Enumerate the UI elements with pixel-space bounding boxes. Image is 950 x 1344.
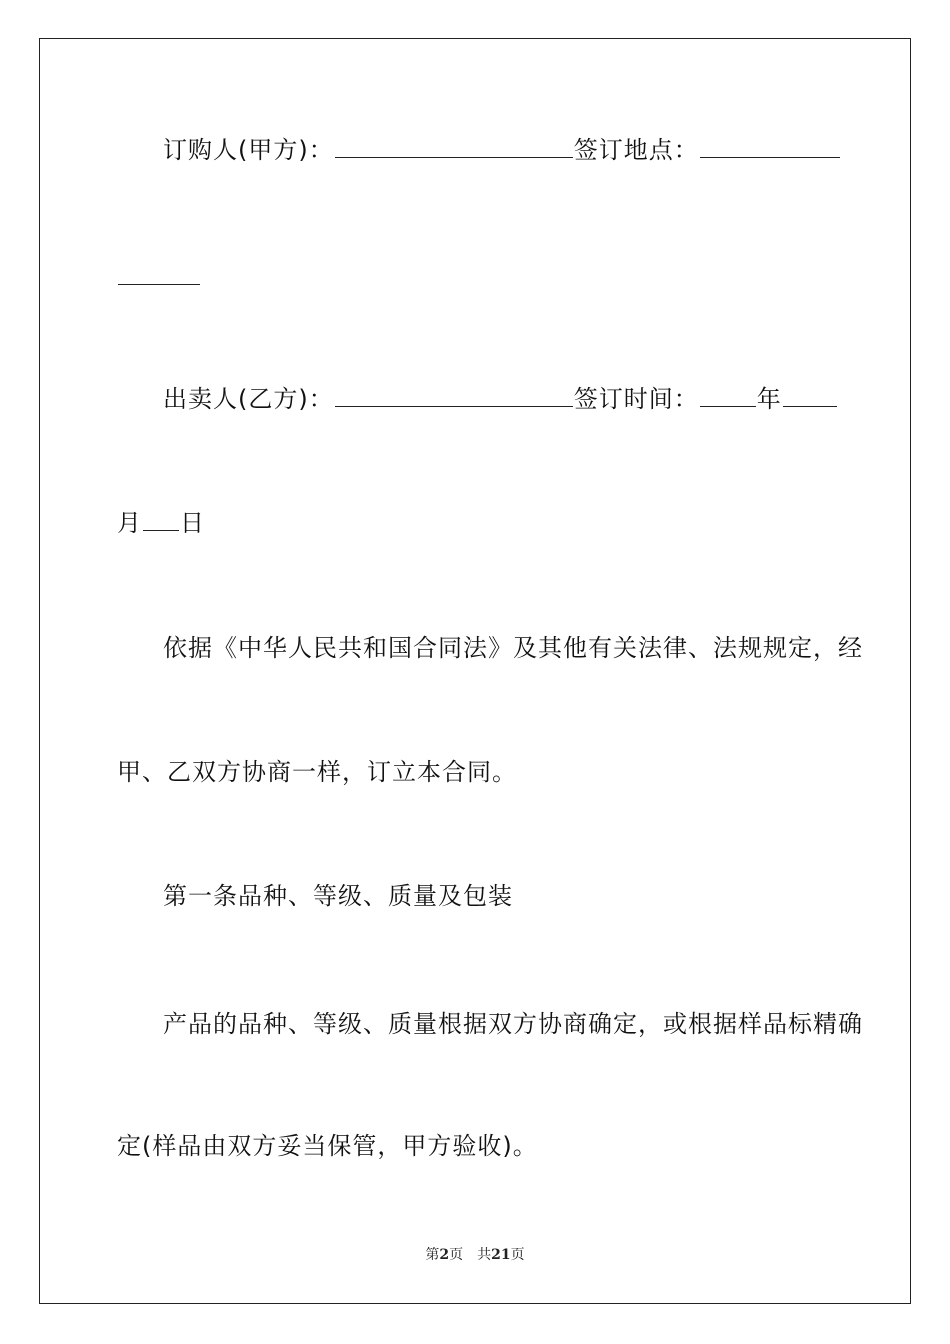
- day-blank[interactable]: [143, 508, 179, 531]
- day-label: 日: [180, 509, 205, 537]
- para2-line1: 产品的品种、等级、质量根据双方协商确定，或根据样品标精确: [163, 1010, 863, 1038]
- date-line: [117, 508, 205, 538]
- total-pages-number: 21: [491, 1247, 511, 1263]
- page-prefix: 第: [425, 1247, 440, 1263]
- para1-line1: 依据《中华人民共和国合同法》及其他有关法律、法规规定，经: [163, 634, 863, 662]
- buyer-label: 订购人(甲方)：: [163, 136, 334, 164]
- sign-time-label: 签订时间：: [573, 385, 699, 413]
- buyer-line: [163, 135, 841, 165]
- sign-place-blank-continued[interactable]: [118, 262, 200, 285]
- para1-line2: 甲、乙双方协商一样，订立本合同。: [117, 758, 517, 786]
- current-page-number: 2: [439, 1247, 450, 1263]
- section1-title: 第一条品种、等级、质量及包装: [163, 882, 513, 910]
- page-footer: [0, 1244, 950, 1264]
- page-suffix: 页: [510, 1247, 525, 1263]
- sign-place-label: 签订地点：: [573, 136, 699, 164]
- sign-place-continuation: [117, 262, 201, 292]
- year-blank[interactable]: [700, 384, 756, 407]
- seller-line: [163, 384, 838, 414]
- seller-name-blank[interactable]: [335, 384, 573, 407]
- page-border: [39, 38, 911, 1304]
- buyer-name-blank[interactable]: [335, 135, 573, 158]
- year-label: 年: [756, 385, 782, 413]
- para2-line2: 定(样品由双方妥当保管，甲方验收)。: [117, 1132, 538, 1160]
- month-blank[interactable]: [783, 384, 837, 407]
- seller-label: 出卖人(乙方)：: [163, 385, 334, 413]
- sign-place-blank[interactable]: [700, 135, 840, 158]
- month-label: 月: [117, 509, 142, 537]
- page-mid: 页 共: [449, 1247, 492, 1263]
